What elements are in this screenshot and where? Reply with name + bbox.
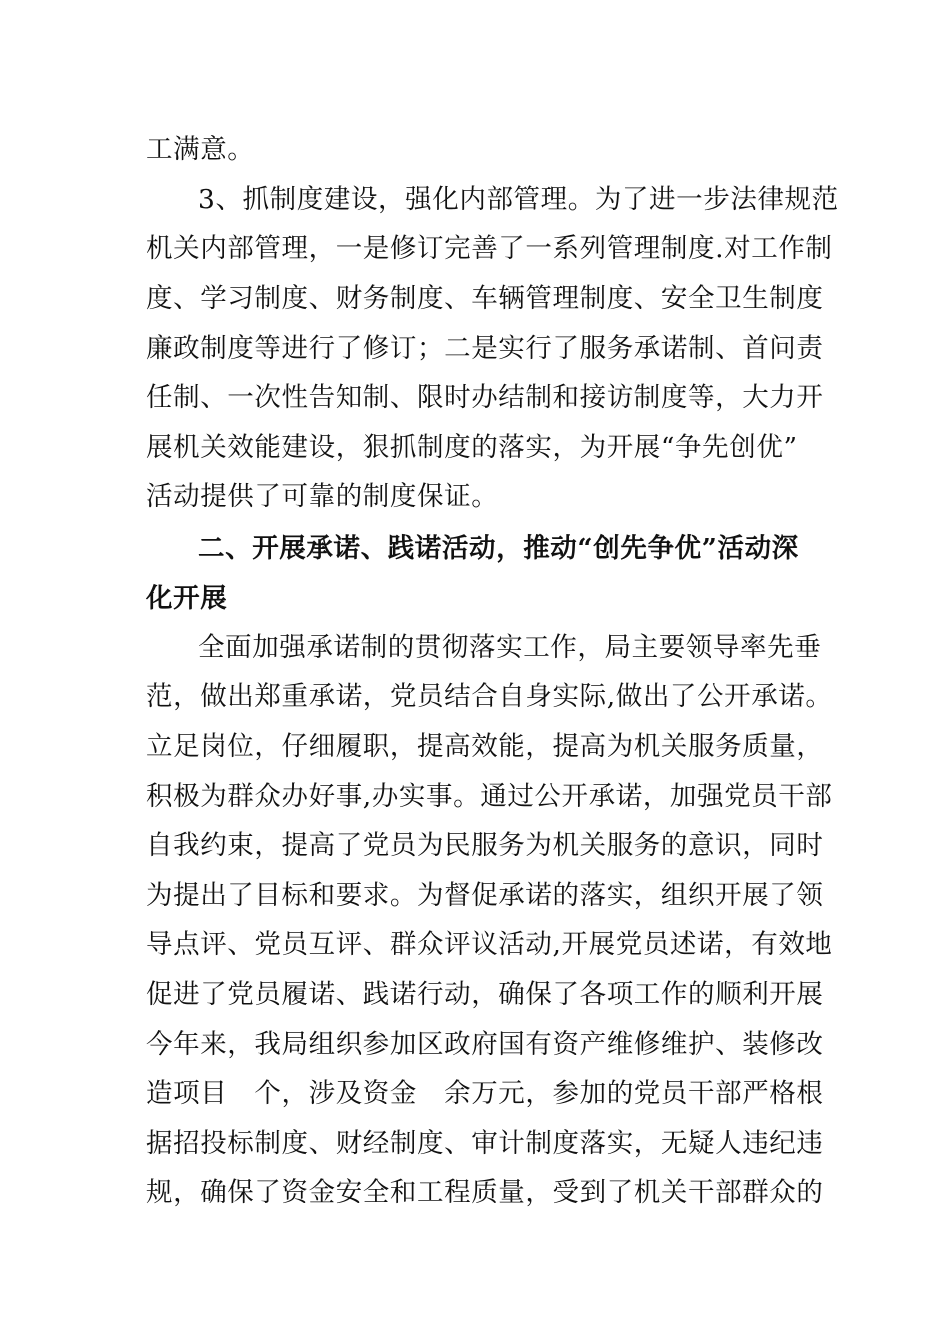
text-line: 展机关效能建设，狠抓制度的落实，为开展“争先创优” [146, 432, 798, 463]
text-line: 机关内部管理，一是修订完善了一系列管理制度.对工作制 [146, 233, 833, 264]
text-line: 范，做出郑重承诺，党员结合自身实际,做出了公开承诺。 [146, 681, 833, 712]
text-line: 积极为群众办好事,办实事。通过公开承诺，加强党员干部 [146, 781, 833, 812]
text-line: 据招投标制度、财经制度、审计制度落实，无疑人违纪违 [146, 1128, 824, 1159]
text-line: 活动提供了可靠的制度保证。 [146, 481, 499, 512]
text-line: 今年来，我局组织参加区政府国有资产维修维护、装修改 [146, 1029, 824, 1060]
text-line: 工满意。 [146, 134, 255, 165]
text-line: 规，确保了资金安全和工程质量，受到了机关干部群众的 [146, 1177, 824, 1208]
text-line: 造项目 个，涉及资金 余万元，参加的党员干部严格根 [146, 1078, 824, 1109]
text-line: 廉政制度等进行了修订；二是实行了服务承诺制、首问责 [146, 333, 824, 364]
text-line: 导点评、党员互评、群众评议活动,开展党员述诺，有效地 [146, 929, 833, 960]
text-line: 立足岗位，仔细履职，提高效能，提高为机关服务质量， [146, 731, 824, 762]
section-heading: 二、开展承诺、践诺活动，推动“创先争优”活动深 [198, 533, 799, 564]
text-line: 任制、一次性告知制、限时办结制和接访制度等，大力开 [146, 382, 824, 413]
text-line: 3、抓制度建设，强化内部管理。为了进一步法律规范 [198, 184, 839, 215]
section-heading: 化开展 [146, 583, 228, 614]
text-line: 自我约束，提高了党员为民服务为机关服务的意识，同时 [146, 830, 824, 861]
text-line: 为提出了目标和要求。为督促承诺的落实，组织开展了领 [146, 880, 824, 911]
text-line: 促进了党员履诺、践诺行动，确保了各项工作的顺利开展 [146, 979, 824, 1010]
text-line: 度、学习制度、财务制度、车辆管理制度、安全卫生制度 [146, 283, 824, 314]
text-line: 全面加强承诺制的贯彻落实工作，局主要领导率先垂 [198, 632, 822, 663]
